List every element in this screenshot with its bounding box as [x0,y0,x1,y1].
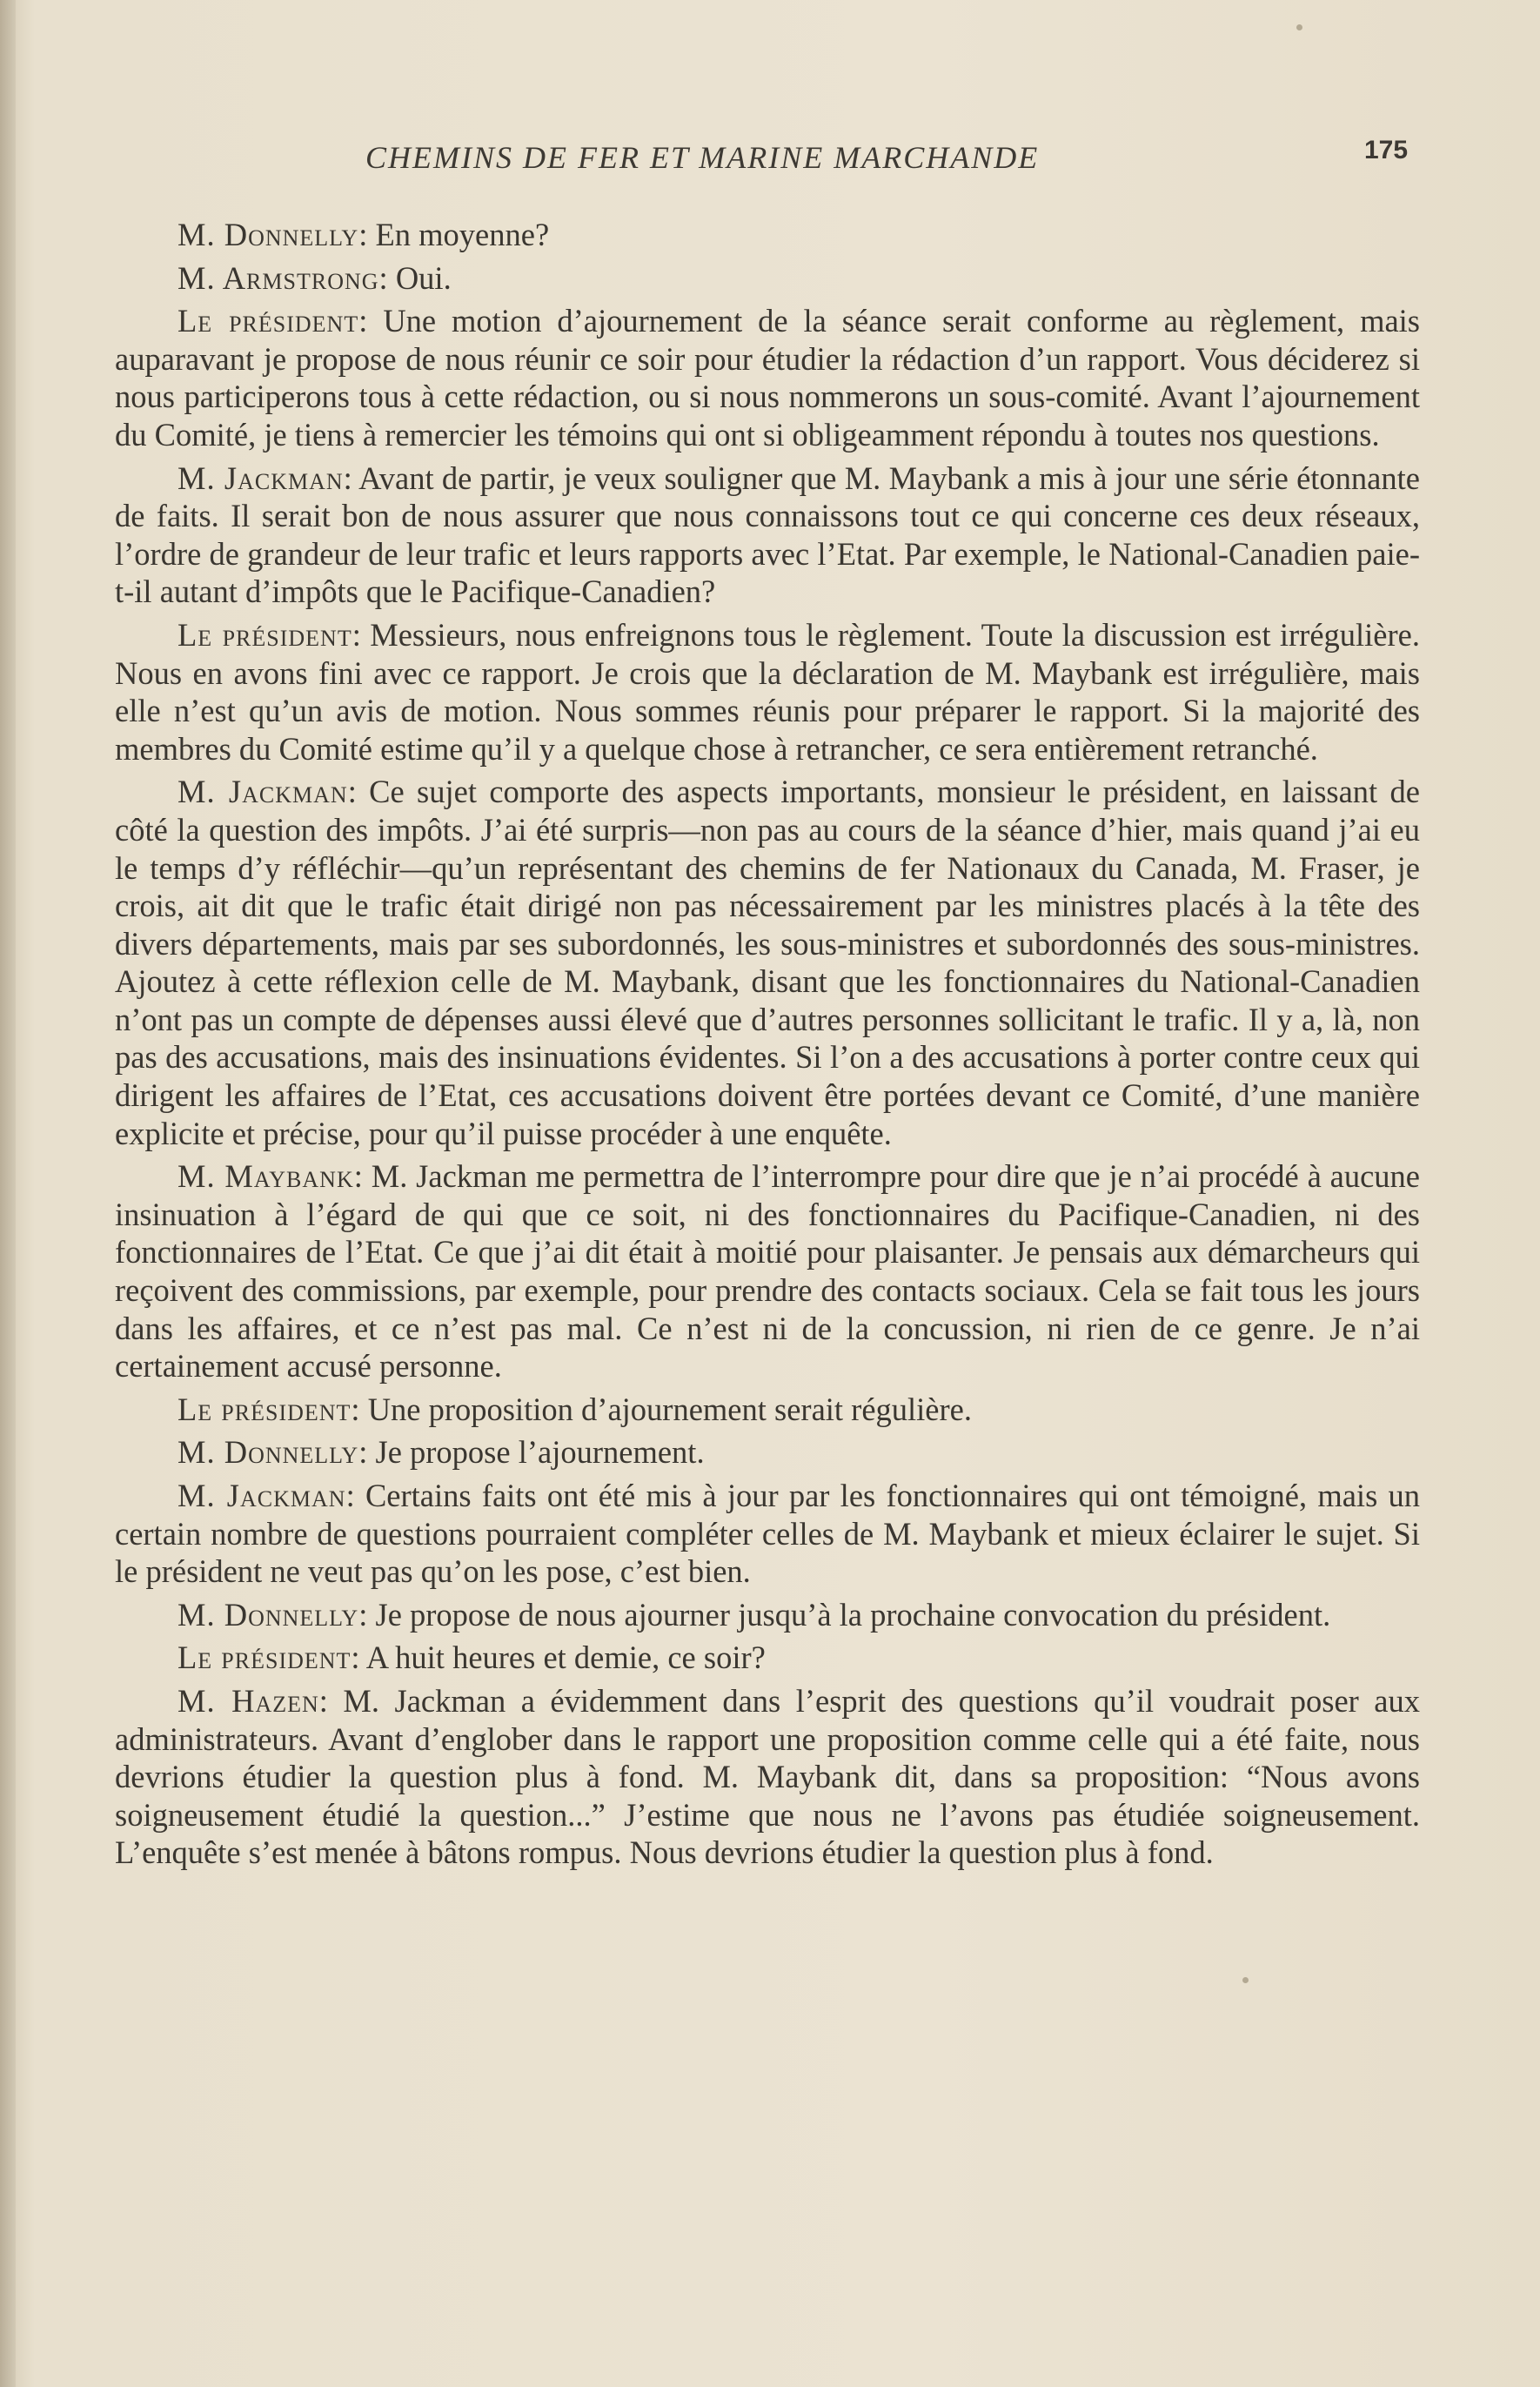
speech-paragraph: M. Jackman: Ce sujet comporte des aspects importants, monsieur le président, en laissant de côté la question des impôts. J’ai été surpris—non pas au cours de la séance d’hier, mais quand j’ai eu le temps d’y réfléchir—qu’un représentant des chemins de fer Nationaux du Canada, M. Fraser, je crois, ait dit que le trafic était dirigé non pas nécessairement par les ministres placés à la tête des divers départements, mais par ses subordonnés, les sous-ministres et subordonnés des sous-ministres. Ajoutez à cette réflexion celle de M. Maybank, disant que les fonctionnaires du National-Canadien n’ont pas un compte de dépenses aussi élevé que d’autres personnes sollicitant le trafic. Il y a, là, non pas des accusations, mais des insinuations évidentes. Si l’on a des accusations à porter contre ceux qui dirigent les affaires de l’Etat, ces accusations doivent être portées devant ce Comité, d’une manière explicite et précise, pour qu’il puisse procéder à une enquête. [115,774,1420,1151]
speech-paragraph: Le président: Messieurs, nous enfreignons tous le règlement. Toute la discussion est irrégulière. Nous en avons fini avec ce rapport. Je crois que la déclaration de M. Maybank est irrégulière, mais elle n’est qu’un avis de motion. Nous sommes réunis pour préparer le rapport. Si la majorité des membres du Comité estime qu’il y a quelque chose à retrancher, ce sera entièrement retranché. [115,616,1420,767]
speech-paragraph: Le président: Une proposition d’ajournement serait régulière. [177,1391,972,1427]
speech-paragraph: M. Hazen: M. Jackman a évidemment dans l’esprit des questions qu’il voudrait poser aux administrateurs. Avant d’englober dans le rapport une proposition comme celle qui a été faite, nous devrions étudier la question plus à fond. M. Maybank dit, dans sa proposition: “Nous avons soigneusement étudié la question...” J’estime que nous ne l’avons pas étudiée soigneusement. L’enquête s’est menée à bâtons rompus. Nous devrions étudier la question plus à fond. [115,1682,1420,1871]
speech-text: En moyenne? [375,217,550,252]
speech-paragraph: M. Maybank: M. Jackman me permettra de l’interrompre pour dire que je n’ai procédé à aucune insinuation à l’égard de qui que ce soit, ni des fonctionnaires du Pacifique-Canadien, ni des fonctionnaires de l’Etat. Ce que j’ai dit était à moitié pour plaisanter. Je pensais aux démarcheurs qui reçoivent des commissions, par exemple, pour prendre des contacts sociaux. Cela se fait tous les jours dans les affaires, et ce n’est pas mal. Ce n’est ni de la concussion, ni rien de ce genre. Je n’ai certainement accusé personne. [115,1158,1421,1385]
speaker-name: M. Jackman [177,1478,346,1513]
speech-text: Je propose de nous ajourner jusqu’à la prochaine convocation du président. [375,1596,1331,1633]
speech-paragraph: Le président: Une motion d’ajournement de la séance serait conforme au règlement, mais auparavant je propose de nous réunir ce soir pour étudier la rédaction d’un rapport. Vous déciderez si nous participerons tous à cette rédaction, ou si nous nommerons un sous-comité. Avant l’ajournement du Comité, je tiens à remercier les témoins qui ont si obligeamment répondu à toutes nos questions. [115,303,1421,453]
speaker-name: M. Hazen [177,1682,319,1719]
speech-text: Messieurs, nous enfreignons tous le règlement. Toute la discussion est irrégulière. Nous en avons fini avec ce rapport. Je crois que la déclaration de M. Maybank est irrégulière, mais elle n’est qu’un avis de motion. Nous sommes réunis pour préparer le rapport. Si la majorité des membres du Comité estime qu’il y a quelque chose à retrancher, ce sera entièrement retranché. [115,616,1420,767]
paper-speck [1296,24,1302,30]
page-header [0,131,1540,183]
speech-text: Une proposition d’ajournement serait régulière. [367,1391,972,1427]
speech-text: Ce sujet comporte des aspects importants, monsieur le président, en laissant de côté la question des impôts. J’ai été surpris—non pas au cours de la séance d’hier, mais quand j’ai eu le temps d’y réfléchir—qu’un représentant des chemins de fer Nationaux du Canada, M. Fraser, je crois, ait dit que le trafic était dirigé non pas nécessairement par les ministres placés à la tête des divers départements, mais par ses subordonnés, les sous-ministres et subordonnés des sous-ministres. Ajoutez à cette réflexion celle de M. Maybank, disant que les fonctionnaires du National-Canadien n’ont pas un compte de dépenses aussi élevé que d’autres personnes sollicitant le trafic. Il y a, là, non pas des accusations, mais des insinuations évidentes. Si l’on a des accusations à porter contre ceux qui dirigent les affaires de l’Etat, ces accusations doivent être portées devant ce Comité, d’une manière explicite et précise, pour qu’il puisse procéder à une enquête. [115,774,1420,1151]
speaker-name: M. Jackman [177,774,348,810]
speech-paragraph: Le président: A huit heures et demie, ce soir? [177,1639,766,1676]
speech-paragraph: M. Donnelly: En moyenne? [177,217,550,252]
speaker-name: Le président [177,1639,352,1676]
speaker-name: Le président [177,1391,352,1427]
speaker-name: M. Armstrong [177,259,379,296]
speaker-name: M. Donnelly [177,217,359,252]
running-title: CHEMINS DE FER ET MARINE MARCHANDE [365,140,1040,175]
speech-text: Certains faits ont été mis à jour par les fonctionnaires qui ont témoigné, mais un certain nombre de questions pourraient compléter celles de M. Maybank et mieux éclairer le sujet. Si le président ne veut pas qu’on les pose, c’est bien. [115,1478,1420,1590]
speech-text: Avant de partir, je veux souligner que M. Maybank a mis à jour une série étonnante de faits. Il serait bon de nous assurer que nous connaissons tout ce qui concerne ces deux réseaux, l’ordre de grandeur de leur trafic et leurs rapports avec l’Etat. Par exemple, le National-Canadien paie-t-il autant d’impôts que le Pacifique-Canadien? [115,459,1420,610]
speaker-name: M. Donnelly [177,1434,359,1471]
speech-text: M. Jackman a évidemment dans l’esprit des questions qu’il voudrait poser aux administrateurs. Avant d’englober dans le rapport une proposition comme celle qui a été faite, nous devrions étudier la question plus à fond. M. Maybank dit, dans sa proposition: “Nous avons soigneusement étudié la question...” J’estime que nous ne l’avons pas étudiée soigneusement. L’enquête s’est menée à bâtons rompus. Nous devrions étudier la question plus à fond. [115,1682,1420,1871]
speech-text: Une motion d’ajournement de la séance serait conforme au règlement, mais auparavant je propose de nous réunir ce soir pour étudier la rédaction d’un rapport. Vous déciderez si nous participerons tous à cette rédaction, ou si nous nommerons un sous-comité. Avant l’ajournement du Comité, je tiens à remercier les témoins qui ont si obligeamment répondu à toutes nos questions. [115,303,1421,453]
speaker-name: Le président [177,616,352,653]
speech-paragraph: M. Donnelly: Je propose l’ajournement. [177,1434,705,1471]
speech-text: Oui. [395,259,452,296]
speech-text: A huit heures et demie, ce soir? [365,1639,766,1676]
speaker-name: M. Maybank [177,1158,354,1195]
book-spine-shadow [0,0,16,2387]
speaker-name: M. Jackman [177,459,344,496]
speech-text: M. Jackman me permettra de l’interrompre pour dire que je n’ai procédé à aucune insinuation à l’égard de qui que ce soit, ni des fonctionnaires du Pacifique-Canadien, ni des fonctionnaires de l’Etat. Ce que j’ai dit était à moitié pour plaisanter. Je pensais aux démarcheurs qui reçoivent des commissions, par exemple, pour prendre des contacts sociaux. Cela se fait tous les jours dans les affaires, et ce n’est pas mal. Ce n’est ni de la concussion, ni rien de ce genre. Je n’ai certainement accusé personne. [115,1158,1421,1385]
speech-paragraph: M. Jackman: Certains faits ont été mis à jour par les fonctionnaires qui ont témoigné, mais un certain nombre de questions pourraient compléter celles de M. Maybank et mieux éclairer le sujet. Si le président ne veut pas qu’on les pose, c’est bien. [115,1478,1420,1590]
speech-text: Je propose l’ajournement. [375,1434,705,1471]
page-number: 175 [1364,136,1409,164]
speech-paragraph: M. Armstrong: Oui. [177,259,452,296]
paper-speck [1242,1977,1249,1983]
body-text [115,216,1420,1877]
speech-paragraph: M. Jackman: Avant de partir, je veux souligner que M. Maybank a mis à jour une série étonnante de faits. Il serait bon de nous assurer que nous connaissons tout ce qui concerne ces deux réseaux, l’ordre de grandeur de leur trafic et leurs rapports avec l’Etat. Par exemple, le National-Canadien paie-t-il autant d’impôts que le Pacifique-Canadien? [115,459,1420,610]
speech-paragraph: M. Donnelly: Je propose de nous ajourner jusqu’à la prochaine convocation du président. [177,1596,1331,1633]
speaker-name: M. Donnelly [177,1596,359,1633]
speaker-name: Le président [177,303,359,339]
